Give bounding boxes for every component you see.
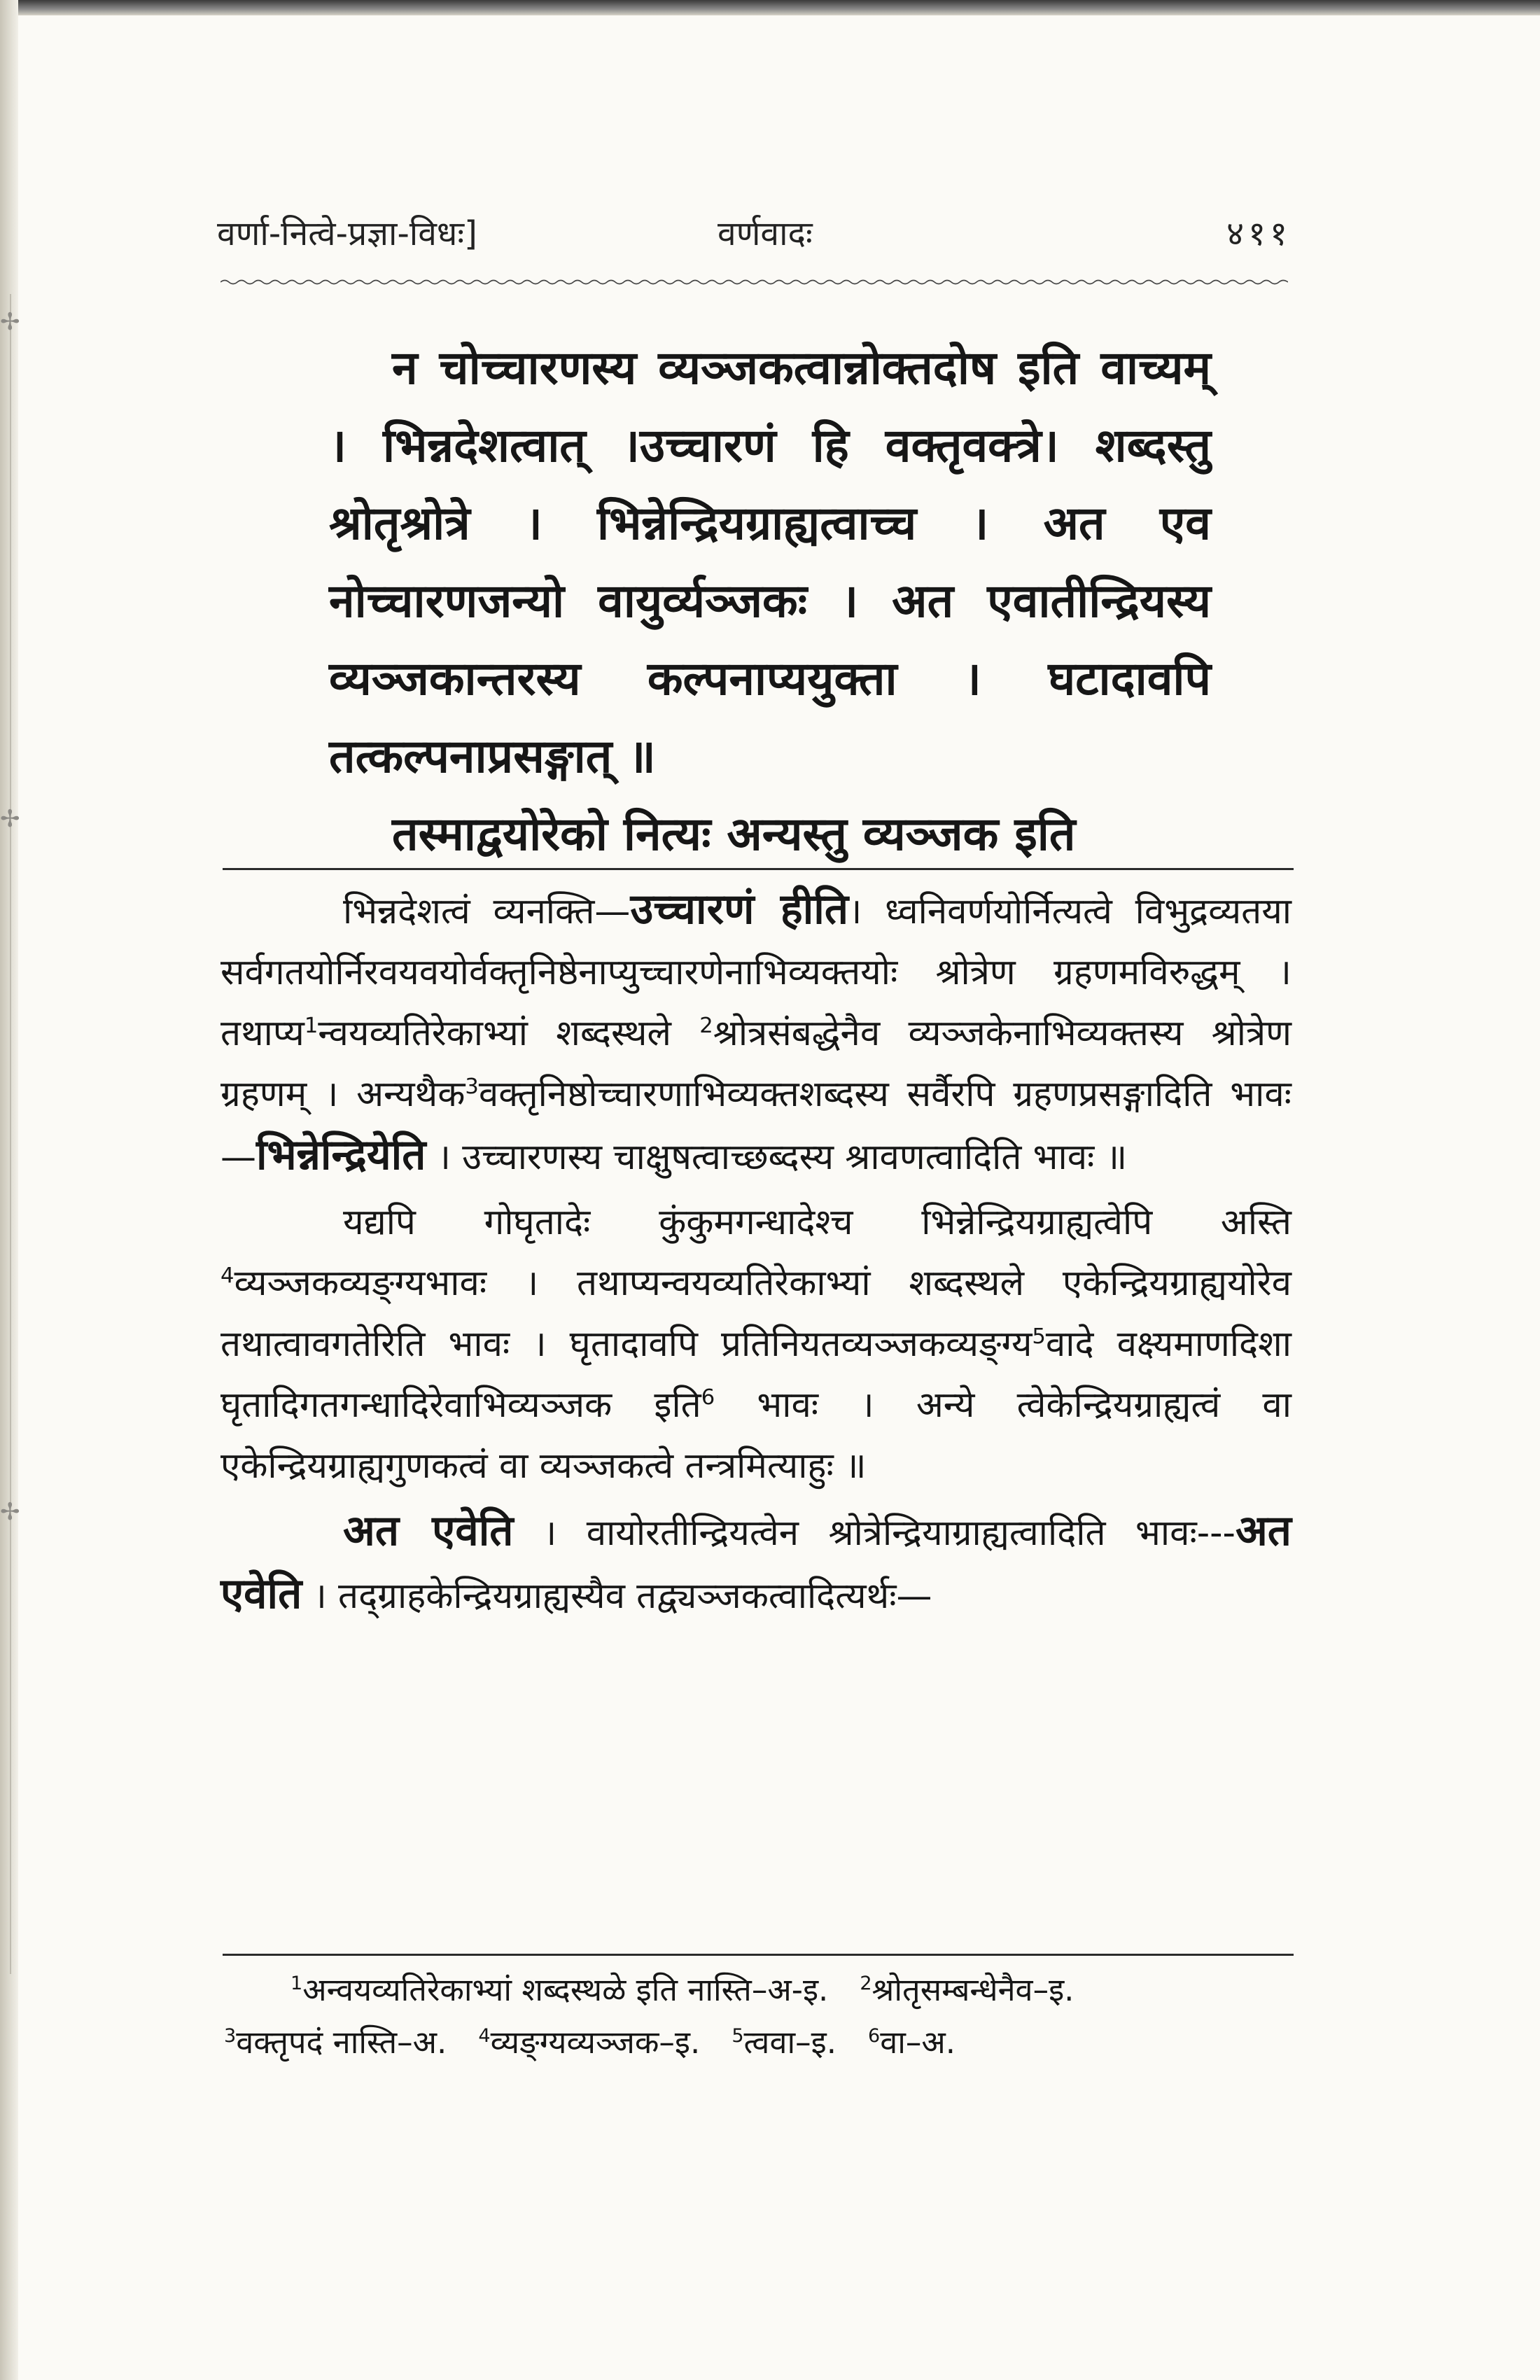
footnote-marker[interactable]: 2 <box>699 1014 713 1038</box>
commentary-text: श्रोत्रसंबद्धेनैव व्यञ्जकेनाभिव्यक्तस्य श्रोत्रेण ग्रहणम् । अन्यथैक <box>220 1013 1292 1115</box>
footnote-marker[interactable]: 6 <box>701 1385 715 1410</box>
commentary-text: । वायोरतीन्द्रियत्वेन श्रोत्रेन्द्रियाग्राह्यत्वादिति भावः--- <box>513 1513 1236 1554</box>
binding-mark-icon: ✢ <box>0 1498 20 1526</box>
footnote-number: 2 <box>860 1973 872 1994</box>
main-text-paragraph: तस्माद्वयोरेको नित्यः अन्यस्तु व्यञ्जक इति <box>392 806 1076 861</box>
header-chapter-title: वर्णवादः <box>718 214 813 253</box>
footnote-marker[interactable]: 4 <box>220 1264 234 1288</box>
footnote <box>868 2024 955 2061</box>
footnote-number: 4 <box>478 2025 491 2047</box>
footnote-number: 3 <box>224 2025 237 2047</box>
page-number: ४११ <box>1226 214 1292 253</box>
commentary-paragraph <box>220 1501 1292 1627</box>
commentary-pratika: भिन्नेन्द्रियेति <box>256 1130 426 1180</box>
commentary-pratika: उच्चारणं हीति <box>630 885 849 934</box>
footnote-number: 6 <box>868 2025 881 2047</box>
page-top-edge <box>0 0 1540 15</box>
footnote <box>224 2024 447 2061</box>
commentary-text: व्यञ्जकव्यङ्ग्यभावः । तथाप्यन्वयव्यतिरेकाभ्यां शब्दस्थले एकेन्द्रियग्राह्ययोरेव तथात्वावगतेरिति भावः । घृतादावपि प्रतिनियतव्यञ्जकव्यङ्ग्य <box>220 1263 1292 1365</box>
footnote-marker[interactable]: 5 <box>1032 1324 1046 1349</box>
footnote-line <box>224 2016 1288 2068</box>
commentary-text: न्वयव्यतिरेकाभ्यां शब्दस्थले <box>318 1013 700 1054</box>
footnote-line <box>224 1963 1288 2016</box>
main-text-paragraph: न चोच्चारणस्य व्यञ्जकत्वान्नोक्तदोष इति वाच्यम् । भिन्नदेशत्वात् ।उच्चारणं हि वक्तृवक्त्रे। शब्दस्तु श्रोतृश्रोत्रे । भिन्नेन्द्रियग्राह्यत्वाच्च । अत एव नोच्चारणजन्यो वायुर्व्यञ्जकः । अत एवातीन्द्रियस्य व्यञ्जकान्तरस्य कल्पनाप्ययुक्ता । घटादावपि तत्कल्पनाप्रसङ्गात् ॥ <box>329 340 1211 783</box>
commentary-text: । ध्वनिवर्णयोर्नित्यत्वे विभुद्रव्यतया सर्वगतयोर्निरवयवयोर्वक्तृनिष्ठेनाप्युच्चारणेनाभिव्यक्तयोः श्रोत्रेण ग्रहणमविरुद्धम् । तथाप्य <box>220 891 1292 1054</box>
footnote-marker[interactable]: 3 <box>465 1074 479 1099</box>
footnotes <box>224 1963 1288 2068</box>
commentary-pratika: अत एवेति <box>220 1506 1292 1618</box>
commentary-text: भिन्नदेशत्वं व्यनक्ति— <box>343 891 631 932</box>
main-text <box>329 329 1211 873</box>
footnote <box>290 1971 828 2008</box>
commentary-text: भावः । अन्ये त्वेकेन्द्रियग्राह्यत्वं वा एकेन्द्रियग्राह्यगुणकत्वं वा व्यञ्जकत्वे तन्त्रमित्याहुः ॥ <box>220 1385 1292 1487</box>
footnote-divider <box>223 1954 1294 1956</box>
commentary-text: वक्तृनिष्ठोच्चारणाभिव्यक्तशब्दस्य सर्वैरपि ग्रहणप्रसङ्गादिति भावः— <box>220 1074 1292 1178</box>
footnote-marker[interactable]: 1 <box>304 1014 318 1038</box>
footnote-text: वक्तृपदं नास्ति–अ. <box>236 2024 447 2061</box>
running-header <box>210 210 1292 259</box>
commentary-paragraph <box>220 1192 1292 1497</box>
commentary-paragraph <box>220 879 1292 1188</box>
footnote-text: त्ववा–इ. <box>743 2024 837 2061</box>
footnote <box>732 2024 836 2061</box>
footnote-text: अन्वयव्यतिरेकाभ्यां शब्दस्थळे इति नास्ति–अ-इ. <box>302 1971 829 2008</box>
footnote <box>478 2024 700 2061</box>
commentary-text: यद्यपि गोघृतादेः कुंकुमगन्धादेश्च भिन्नेन्द्रियग्राह्यत्वेपि अस्ति <box>343 1202 1292 1243</box>
binding-mark-icon: ✢ <box>0 308 20 336</box>
commentary-text: । उच्चारणस्य चाक्षुषत्वाच्छब्दस्य श्रावणत्वादिति भावः ॥ <box>437 1137 1128 1178</box>
commentary-pratika: अत एवेति <box>343 1506 514 1555</box>
header-section-title: वर्णा-नित्वे-प्रज्ञा-विधः] <box>217 214 477 253</box>
footnote-number: 1 <box>290 1973 303 1994</box>
commentary-text: वादे वक्ष्यमाणदिशा घृतादिगतगन्धादिरेवाभिव्यञ्जक इति <box>220 1324 1292 1426</box>
header-wavy-rule <box>220 279 1288 286</box>
footnote-number: 5 <box>732 2025 744 2047</box>
text-commentary-divider <box>223 868 1294 870</box>
margin-line <box>10 294 11 1974</box>
commentary <box>220 879 1292 1627</box>
binding-mark-icon: ✢ <box>0 805 20 833</box>
footnote <box>860 1971 1074 2008</box>
commentary-text: । तद्ग्राहकेन्द्रियग्राह्यस्यैव तद्व्यञ्जकत्वादित्यर्थः— <box>302 1576 932 1617</box>
footnote-text: व्यङ्ग्यव्यञ्जक–इ. <box>490 2024 701 2061</box>
footnote-text: श्रोतृसम्बन्धेनैव–इ. <box>872 1971 1074 2008</box>
page-left-edge <box>0 0 18 2380</box>
footnote-text: वा–अ. <box>880 2024 956 2061</box>
